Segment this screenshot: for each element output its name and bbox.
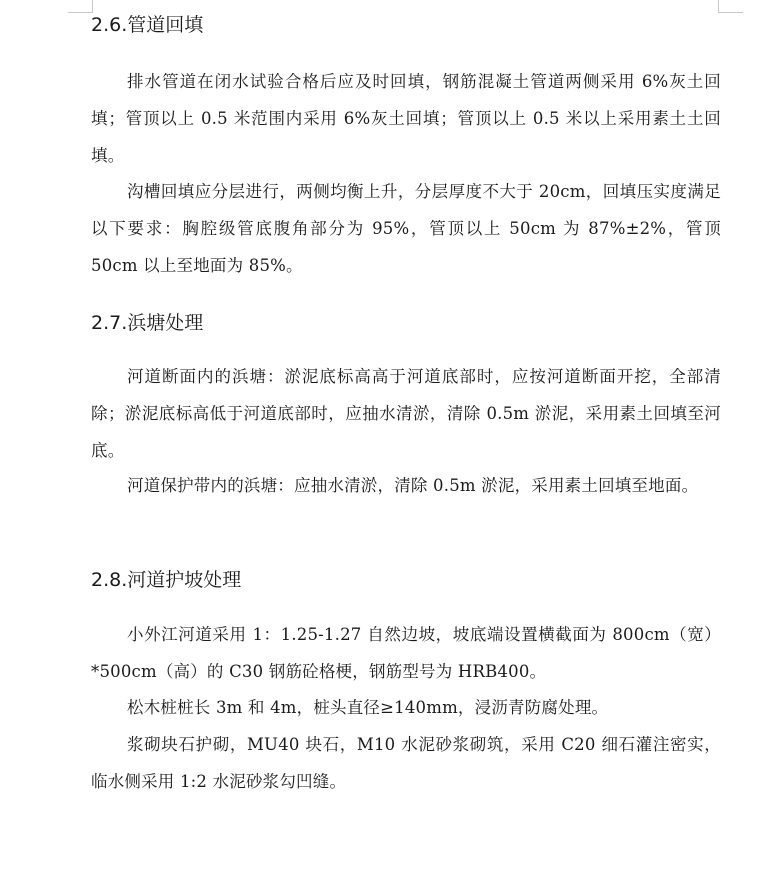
section-heading-2-8: 2.8.河道护坡处理 [91, 569, 242, 591]
paragraph: 排水管道在闭水试验合格后应及时回填，钢筋混凝土管道两侧采用 6%灰土回填；管顶以上 0.5 米范围内采用 6%灰土回填；管顶以上 0.5 米以上采用素土土回填。 [91, 72, 721, 165]
paragraph: 沟槽回填应分层进行，两侧均衡上升，分层厚度不大于 20cm，回填压实度满足以下要求：胸腔级管底腹角部分为 95%，管顶以上 50cm 为 87%±2%，管顶 50cm 以上至地面为 85%。 [91, 182, 721, 275]
paragraph: 河道断面内的浜塘：淤泥底标高高于河道底部时，应按河道断面开挖，全部清除；淤泥底标高低于河道底部时，应抽水清淤，清除 0.5m 淤泥，采用素土回填至河底。 [91, 367, 721, 460]
paragraph: 河道保护带内的浜塘：应抽水清淤，清除 0.5m 淤泥，采用素土回填至地面。 [127, 476, 699, 495]
page-margin-mark-left [68, 0, 93, 13]
section-heading-2-6: 2.6.管道回填 [91, 14, 204, 36]
section-heading-2-7: 2.7.浜塘处理 [91, 312, 204, 334]
paragraph: 小外江河道采用 1：1.25-1.27 自然边坡，坡底端设置横截面为 800cm（宽）*500cm（高）的 C30 钢筋砼格梗，钢筋型号为 HRB400。 [91, 625, 721, 681]
paragraph: 浆砌块石护砌，MU40 块石，M10 水泥砂浆砌筑，采用 C20 细石灌注密实，临水侧采用 1:2 水泥砂浆勾凹缝。 [91, 735, 721, 791]
page-margin-mark-right [718, 0, 743, 13]
paragraph: 松木桩桩长 3m 和 4m，桩头直径≥140mm，浸沥青防腐处理。 [127, 698, 609, 717]
